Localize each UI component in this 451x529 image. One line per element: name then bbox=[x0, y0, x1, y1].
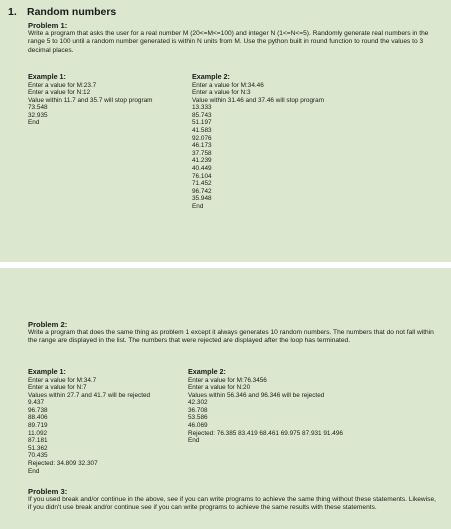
output-line: Value within 11.7 and 35.7 will stop program bbox=[28, 96, 153, 104]
example-output bbox=[192, 82, 442, 211]
output-line: Value within 31.46 and 37.46 will stop program bbox=[192, 96, 325, 104]
output-line: 88.406 bbox=[28, 414, 48, 422]
output-line: Enter a value for M:34.46 bbox=[192, 81, 264, 89]
section-title: Random numbers bbox=[27, 6, 117, 18]
output-line: 37.758 bbox=[192, 149, 212, 157]
output-line: 40.449 bbox=[192, 165, 212, 173]
problem-1 bbox=[28, 21, 438, 55]
example-title: Example 1: bbox=[28, 367, 66, 376]
example-title: Example 1: bbox=[28, 72, 66, 81]
output-line: End bbox=[28, 119, 40, 127]
output-line: 41.239 bbox=[192, 157, 212, 165]
problem-1-example-2 bbox=[192, 73, 442, 211]
output-line: Enter a value for N:20 bbox=[188, 384, 251, 392]
output-line: 42.302 bbox=[188, 399, 208, 407]
output-line: 11.092 bbox=[28, 429, 48, 437]
problem-3-title: Problem 3: bbox=[28, 487, 68, 496]
section-heading bbox=[8, 6, 116, 18]
output-line: 89.719 bbox=[28, 422, 48, 430]
problem-3 bbox=[28, 487, 438, 529]
output-line: Values within 27.7 and 41.7 will be rejected bbox=[28, 391, 151, 399]
output-line: 73.548 bbox=[28, 104, 48, 112]
output-line: End bbox=[28, 467, 40, 475]
output-line: Rejected: 34.809 32.307 bbox=[28, 460, 98, 468]
output-line: 46.069 bbox=[188, 422, 208, 430]
output-line: Enter a value for M:34.7 bbox=[28, 376, 97, 384]
output-line: End bbox=[188, 437, 200, 445]
problem-3-description: If you used break and/or continue in the above, see if you can write programs to achieve the same thing without these statements. Likewise, if you didn't use break and/or continue see if you can write programs to achieve the same results with these statements. bbox=[28, 496, 436, 512]
example-output bbox=[188, 377, 448, 445]
output-line: 41.583 bbox=[192, 127, 212, 135]
example-title: Example 2: bbox=[188, 367, 226, 376]
output-line: Enter a value for N:7 bbox=[28, 384, 87, 392]
output-line: Values within 56.346 and 96.346 will be rejected bbox=[188, 391, 325, 399]
output-line: End bbox=[192, 203, 204, 210]
output-line: 46.173 bbox=[192, 142, 212, 150]
output-line: 87.181 bbox=[28, 437, 48, 445]
output-line: 32.935 bbox=[28, 111, 48, 119]
output-line: 85.743 bbox=[192, 111, 212, 119]
output-line: 51.197 bbox=[192, 119, 212, 127]
output-line: 35.948 bbox=[192, 195, 212, 203]
output-line: 51.362 bbox=[28, 444, 48, 452]
section-number: 1. bbox=[8, 6, 17, 18]
output-line: Rejected: 76.385 83.419 68.461 69.975 87.931 91.496 bbox=[188, 429, 343, 437]
output-line: Enter a value for N:12 bbox=[28, 89, 91, 97]
output-line: 9.437 bbox=[28, 399, 44, 407]
output-line: 53.586 bbox=[188, 414, 208, 422]
output-line: 96.738 bbox=[28, 406, 48, 414]
output-line: 71.452 bbox=[192, 180, 212, 188]
problem-2-description: Write a program that does the same thing as problem 1 except it always generates 10 random numbers. The numbers that do not fall within the range are displayed in the list. The numbers that were rejected are displayed after the loop has terminated. bbox=[28, 329, 434, 345]
output-line: Enter a value for N:3 bbox=[192, 89, 251, 97]
output-line: 96.742 bbox=[192, 187, 212, 195]
output-line: 36.708 bbox=[188, 406, 208, 414]
output-line: Enter a value for M:23.7 bbox=[28, 81, 97, 89]
problem-1-description: Write a program that asks the user for a real number M (20<=M<=100) and integer N (1<=N<=5). Randomly generate real numbers in the range 5 to 100 until a random number generated is within N units from M. Use the python built in round function to round the values to 3 decimal places. bbox=[28, 30, 429, 54]
output-line: 70.435 bbox=[28, 452, 48, 460]
problem-2 bbox=[28, 320, 438, 346]
output-line: 92.076 bbox=[192, 134, 212, 142]
problem-2-title: Problem 2: bbox=[28, 320, 68, 329]
output-line: 76.104 bbox=[192, 172, 212, 180]
output-line: 13.333 bbox=[192, 104, 212, 112]
problem-2-example-2 bbox=[188, 368, 448, 445]
output-line: Enter a value for M:76.3456 bbox=[188, 376, 267, 384]
example-title: Example 2: bbox=[192, 72, 230, 81]
problem-1-title: Problem 1: bbox=[28, 21, 68, 30]
